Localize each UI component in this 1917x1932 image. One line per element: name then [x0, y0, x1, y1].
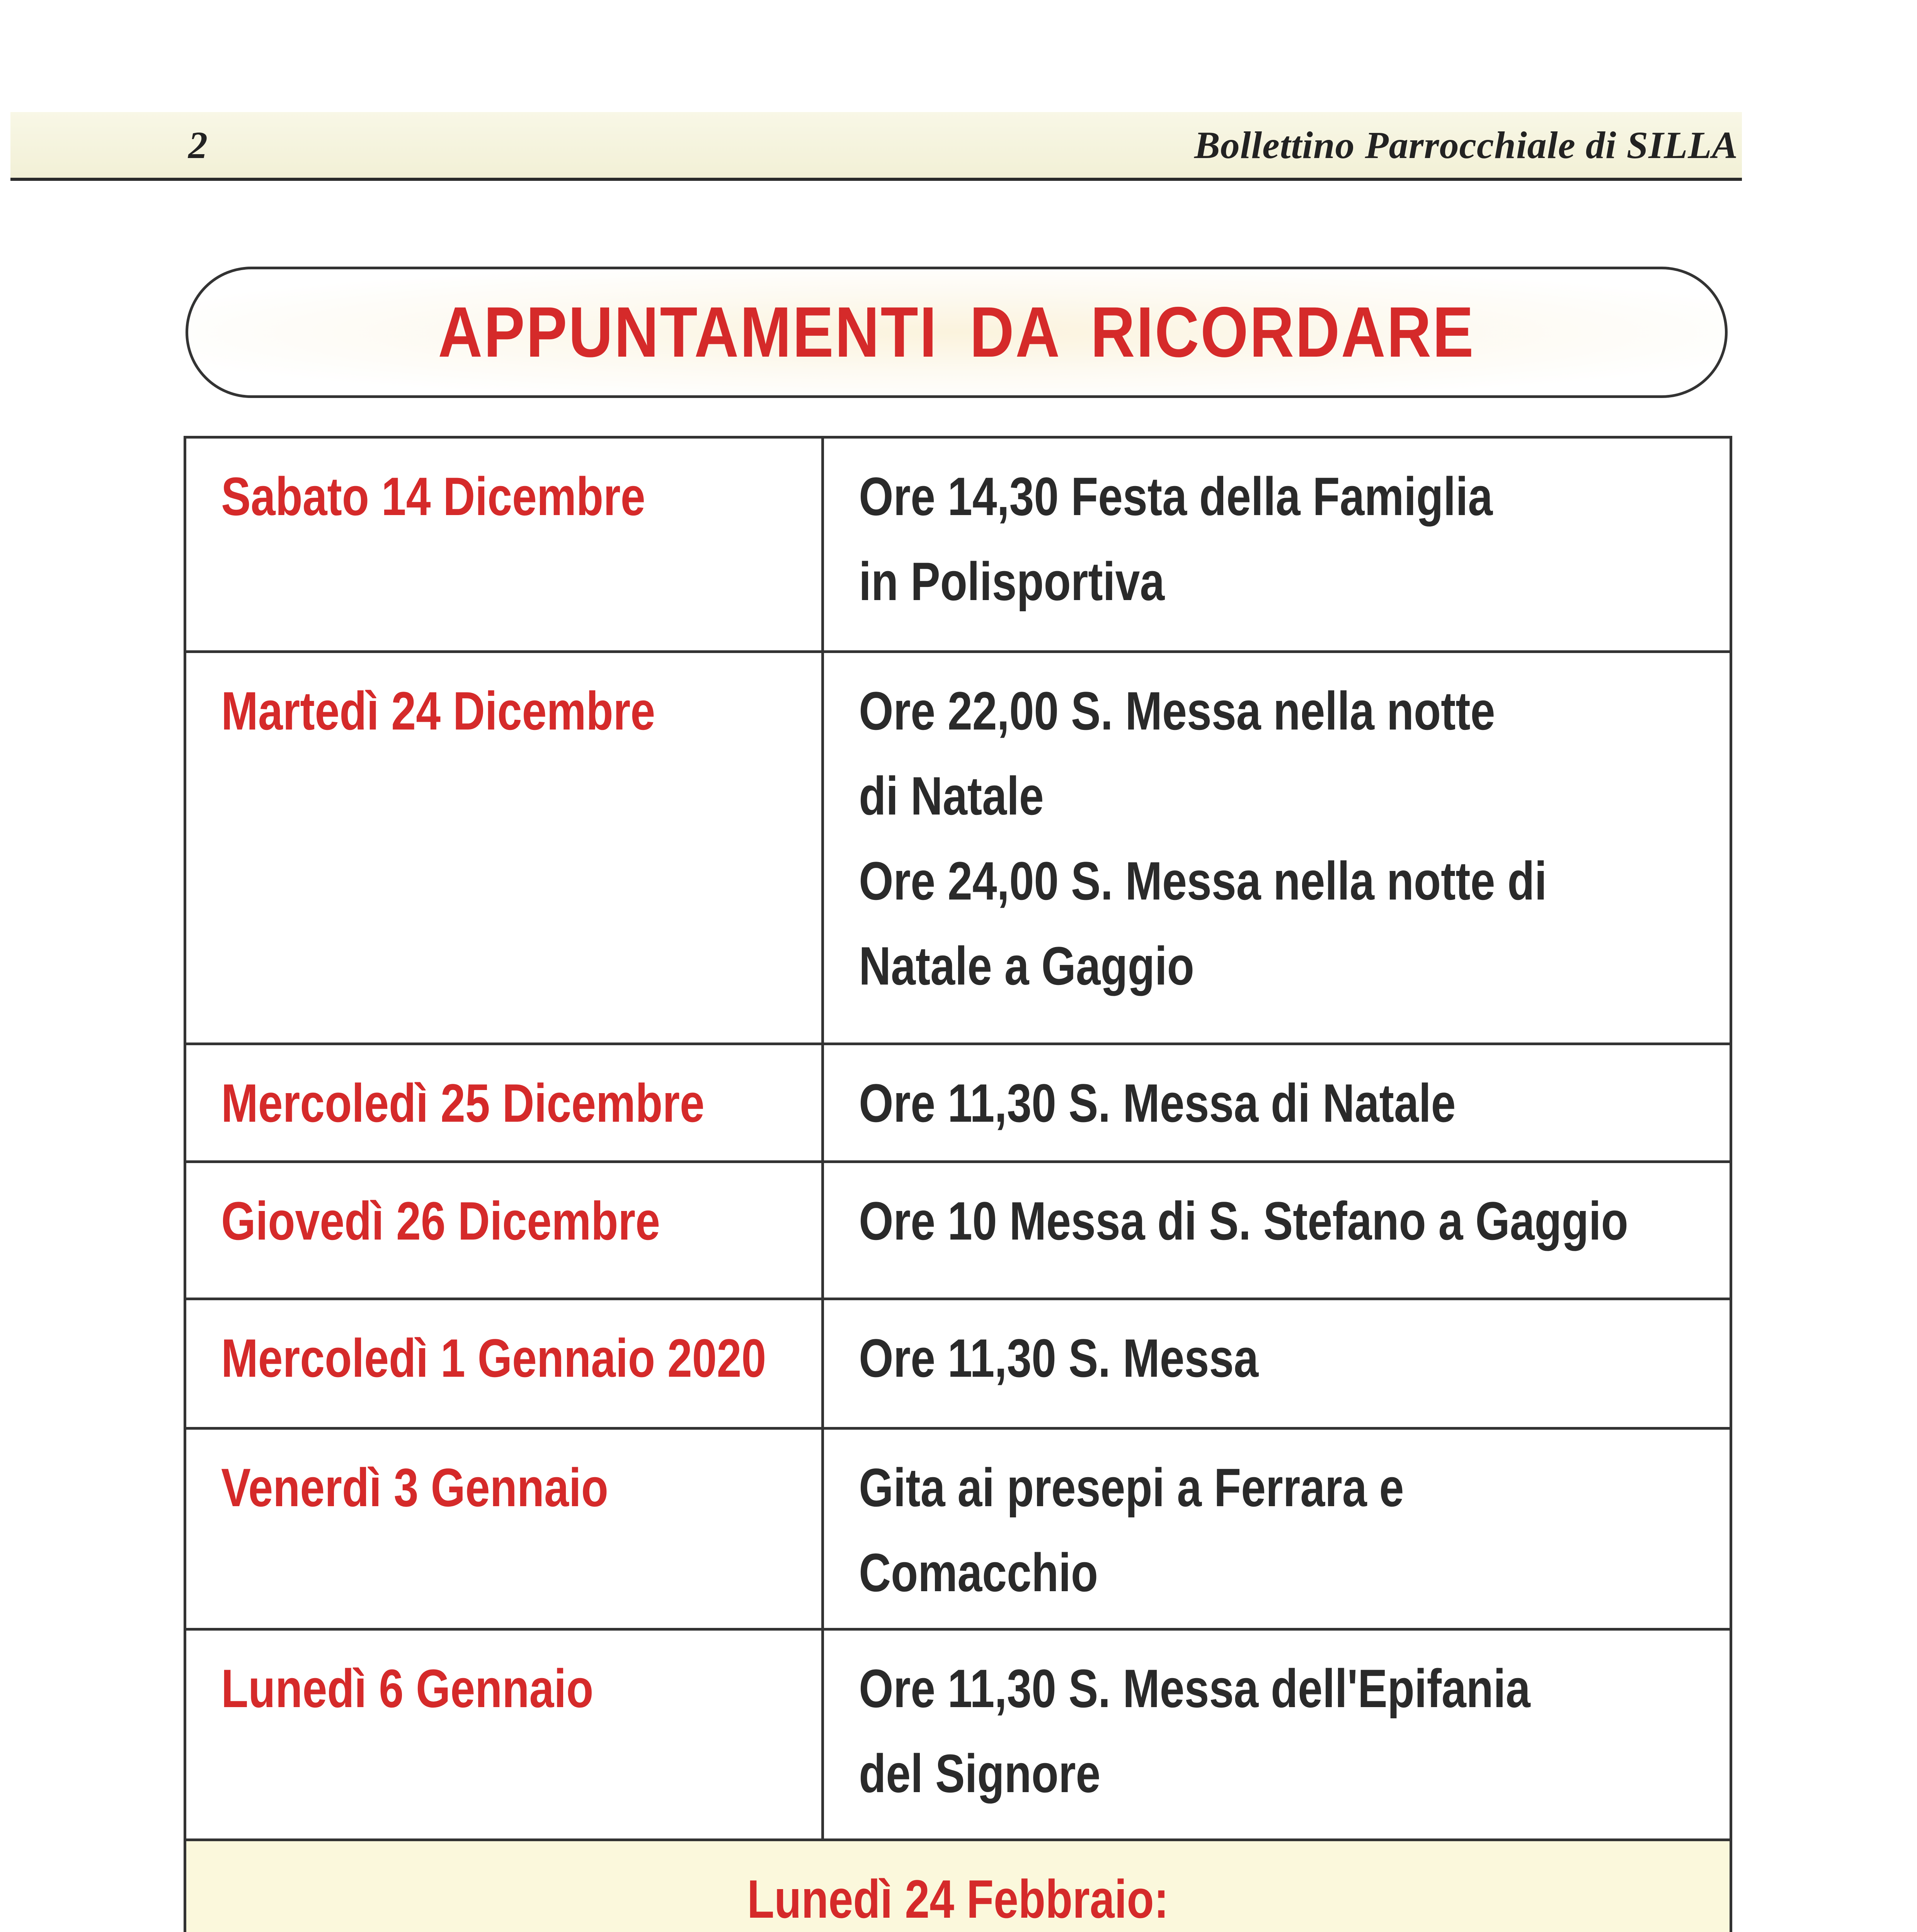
event-text: Ore 24,00 S. Messa nella notte di: [859, 850, 1547, 911]
appointments-table: [184, 436, 1732, 1932]
event-date: Martedì 24 Dicembre: [221, 680, 655, 741]
event-text: Ore 10 Messa di S. Stefano a Gaggio: [859, 1190, 1628, 1251]
table-row: [185, 1162, 1731, 1299]
notice-row: [185, 1840, 1731, 1932]
date-cell: [185, 1044, 823, 1162]
event-date: Sabato 14 Dicembre: [221, 466, 645, 527]
date-cell: [185, 1162, 823, 1299]
event-cell: [823, 1162, 1731, 1299]
event-cell: [823, 1044, 1731, 1162]
event-date: Mercoledì 25 Dicembre: [221, 1073, 705, 1133]
event-cell: [823, 1629, 1731, 1840]
table-row: [185, 1299, 1731, 1429]
section-title: APPUNTAMENTI DA RICORDARE: [438, 293, 1475, 372]
event-cell: [823, 652, 1731, 1044]
event-cell: [823, 1299, 1731, 1429]
event-text: Ore 11,30 S. Messa dell'Epifania: [859, 1658, 1531, 1719]
event-cell: [823, 437, 1731, 652]
event-text: Ore 14,30 Festa della Famiglia: [859, 466, 1493, 527]
event-cell: [823, 1429, 1731, 1629]
date-cell: [185, 1429, 823, 1629]
event-text: del Signore: [859, 1743, 1101, 1804]
event-text: Ore 11,30 S. Messa di Natale: [859, 1073, 1456, 1133]
bulletin-title: Bollettino Parrocchiale di SILLA: [1194, 124, 1738, 167]
event-text: Comacchio: [859, 1542, 1098, 1603]
table-row: [185, 652, 1731, 1044]
section-title-banner: [186, 267, 1728, 398]
event-text: Gita ai presepi a Ferrara e: [859, 1457, 1404, 1518]
notice-cell: [185, 1840, 1731, 1932]
event-text: in Polisportiva: [859, 551, 1165, 612]
date-cell: [185, 1629, 823, 1840]
date-cell: [185, 652, 823, 1044]
event-text: di Natale: [859, 765, 1044, 826]
page-number: 2: [188, 124, 208, 167]
event-text: Ore 22,00 S. Messa nella notte: [859, 680, 1495, 741]
date-cell: [185, 1299, 823, 1429]
table-row: [185, 1044, 1731, 1162]
event-date: Lunedì 6 Gennaio: [221, 1658, 594, 1719]
table-row: [185, 437, 1731, 652]
event-date: Mercoledì 1 Gennaio 2020: [221, 1328, 766, 1388]
event-text: Natale a Gaggio: [859, 935, 1194, 996]
date-cell: [185, 437, 823, 652]
table-row: [185, 1429, 1731, 1629]
event-text: Ore 11,30 S. Messa: [859, 1328, 1259, 1388]
table-row: [185, 1629, 1731, 1840]
event-date: Giovedì 26 Dicembre: [221, 1190, 660, 1251]
page-header: [10, 112, 1742, 181]
event-date: Venerdì 3 Gennaio: [221, 1457, 608, 1518]
notice-date: Lunedì 24 Febbraio:: [747, 1869, 1169, 1929]
